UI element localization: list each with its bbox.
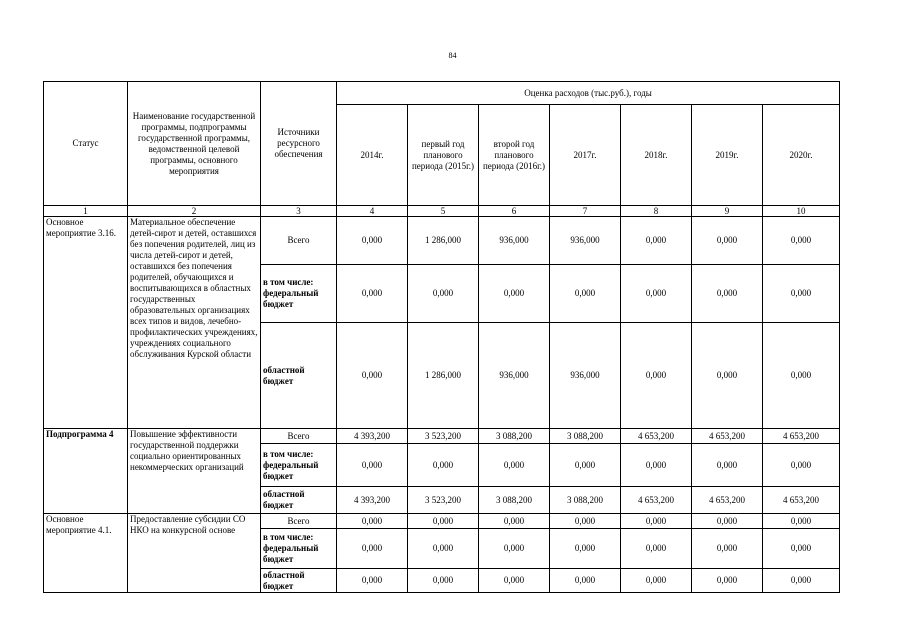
column-number: 1 <box>44 206 128 217</box>
header-year: 2020г. <box>763 105 840 206</box>
table-header <box>44 82 840 217</box>
table-cell: 0,000 <box>337 569 408 593</box>
table-cell: 0,000 <box>763 217 840 265</box>
table-cell: 1 286,000 <box>408 217 479 265</box>
table-cell: 0,000 <box>408 529 479 569</box>
table-cell: 3 088,200 <box>479 429 550 444</box>
row-name: Предоставление субсидии СО НКО на конкурсной основе <box>128 514 261 593</box>
column-number: 6 <box>479 206 550 217</box>
header-year: 2018г. <box>621 105 692 206</box>
table-cell: 0,000 <box>692 265 763 323</box>
table-cell: 0,000 <box>408 514 479 529</box>
table-cell: 936,000 <box>479 323 550 429</box>
table-cell: 0,000 <box>621 569 692 593</box>
table-cell: 0,000 <box>550 514 621 529</box>
table-cell: 0,000 <box>763 323 840 429</box>
table-cell: 936,000 <box>550 323 621 429</box>
table-cell: 4 653,200 <box>621 429 692 444</box>
table-cell: 0,000 <box>337 217 408 265</box>
table-row <box>44 514 840 529</box>
table-body <box>44 217 840 593</box>
table-cell: 0,000 <box>479 529 550 569</box>
table-cell: 0,000 <box>692 323 763 429</box>
table-cell: 0,000 <box>479 444 550 487</box>
table-cell: 4 653,200 <box>692 487 763 514</box>
row-status: Основное мероприятие 3.16. <box>44 217 128 429</box>
table-cell: 0,000 <box>763 569 840 593</box>
page-number: 84 <box>448 51 457 60</box>
table-cell: 0,000 <box>408 444 479 487</box>
table-cell: 0,000 <box>621 514 692 529</box>
row-source: Всего <box>261 217 337 265</box>
header-status: Статус <box>44 82 128 206</box>
table-cell: 0,000 <box>550 265 621 323</box>
table-cell: 0,000 <box>337 444 408 487</box>
table-cell: 0,000 <box>550 529 621 569</box>
row-source: областной бюджет <box>261 487 337 514</box>
header-name: Наименование государственной программы, подпрограммы государственной программы, ведомственной целевой программы, основного мероприятия <box>128 82 261 206</box>
table-cell: 0,000 <box>692 444 763 487</box>
column-number: 3 <box>261 206 337 217</box>
column-number: 9 <box>692 206 763 217</box>
row-name: Повышение эффективности государственной поддержки социально ориентированных некоммерческих организаций <box>128 429 261 514</box>
table-cell: 0,000 <box>479 569 550 593</box>
table-cell: 0,000 <box>479 514 550 529</box>
table-cell: 3 088,200 <box>479 487 550 514</box>
table-cell: 0,000 <box>550 444 621 487</box>
table-cell: 0,000 <box>479 265 550 323</box>
header-year: 2017г. <box>550 105 621 206</box>
table-cell: 0,000 <box>337 323 408 429</box>
header-expenses-title: Оценка расходов (тыс.руб.), годы <box>337 82 840 105</box>
table-cell: 0,000 <box>408 265 479 323</box>
column-number: 4 <box>337 206 408 217</box>
table-cell: 4 393,200 <box>337 487 408 514</box>
table-cell: 0,000 <box>550 569 621 593</box>
header-year: первый год планового периода (2015г.) <box>408 105 479 206</box>
row-source: Всего <box>261 429 337 444</box>
row-source: областной бюджет <box>261 323 337 429</box>
table-cell: 0,000 <box>621 265 692 323</box>
table-cell: 0,000 <box>621 217 692 265</box>
row-status: Подпрограмма 4 <box>44 429 128 514</box>
table-cell: 936,000 <box>550 217 621 265</box>
table-cell: 0,000 <box>692 217 763 265</box>
table-cell: 936,000 <box>479 217 550 265</box>
table-cell: 3 523,200 <box>408 429 479 444</box>
table-cell: 0,000 <box>692 529 763 569</box>
table-cell: 3 088,200 <box>550 429 621 444</box>
table-cell: 4 653,200 <box>763 487 840 514</box>
table-cell: 0,000 <box>763 265 840 323</box>
row-source: областной бюджет <box>261 569 337 593</box>
table-cell: 4 653,200 <box>621 487 692 514</box>
column-number: 7 <box>550 206 621 217</box>
table-cell: 0,000 <box>763 444 840 487</box>
row-source: в том числе: федеральный бюджет <box>261 529 337 569</box>
table-cell: 4 653,200 <box>763 429 840 444</box>
column-number: 8 <box>621 206 692 217</box>
table-cell: 4 393,200 <box>337 429 408 444</box>
table-cell: 0,000 <box>621 529 692 569</box>
table-row <box>44 217 840 265</box>
table-cell: 0,000 <box>692 514 763 529</box>
table-cell: 3 523,200 <box>408 487 479 514</box>
table-cell: 0,000 <box>763 529 840 569</box>
header-year: второй год планового периода (2016г.) <box>479 105 550 206</box>
table-cell: 3 088,200 <box>550 487 621 514</box>
table-cell: 1 286,000 <box>408 323 479 429</box>
header-year: 2014г. <box>337 105 408 206</box>
column-number: 2 <box>128 206 261 217</box>
header-year: 2019г. <box>692 105 763 206</box>
row-source: Всего <box>261 514 337 529</box>
row-name: Материальное обеспечение детей-сирот и детей, оставшихся без попечения родителей, лиц из числа детей-сирот и детей, оставшихся без попечения родителей, обучающихся и воспитывающихся в областных государственных образовательных организациях всех типов и видов, лечебно-профилактических учреждениях, учреждениях социального обслуживания Курской области <box>128 217 261 429</box>
table-cell: 0,000 <box>337 265 408 323</box>
row-source: в том числе: федеральный бюджет <box>261 265 337 323</box>
table-cell: 0,000 <box>621 444 692 487</box>
table-cell: 0,000 <box>337 529 408 569</box>
table-cell: 0,000 <box>692 569 763 593</box>
header-sources: Источники ресурсного обеспечения <box>261 82 337 206</box>
expenses-table <box>43 81 840 593</box>
table-cell: 0,000 <box>337 514 408 529</box>
row-status: Основное мероприятие 4.1. <box>44 514 128 593</box>
table-cell: 0,000 <box>621 323 692 429</box>
column-number: 10 <box>763 206 840 217</box>
row-source: в том числе: федеральный бюджет <box>261 444 337 487</box>
table-cell: 4 653,200 <box>692 429 763 444</box>
column-numbers-row <box>44 206 840 217</box>
table-row <box>44 429 840 444</box>
table-cell: 0,000 <box>763 514 840 529</box>
table-cell: 0,000 <box>408 569 479 593</box>
column-number: 5 <box>408 206 479 217</box>
